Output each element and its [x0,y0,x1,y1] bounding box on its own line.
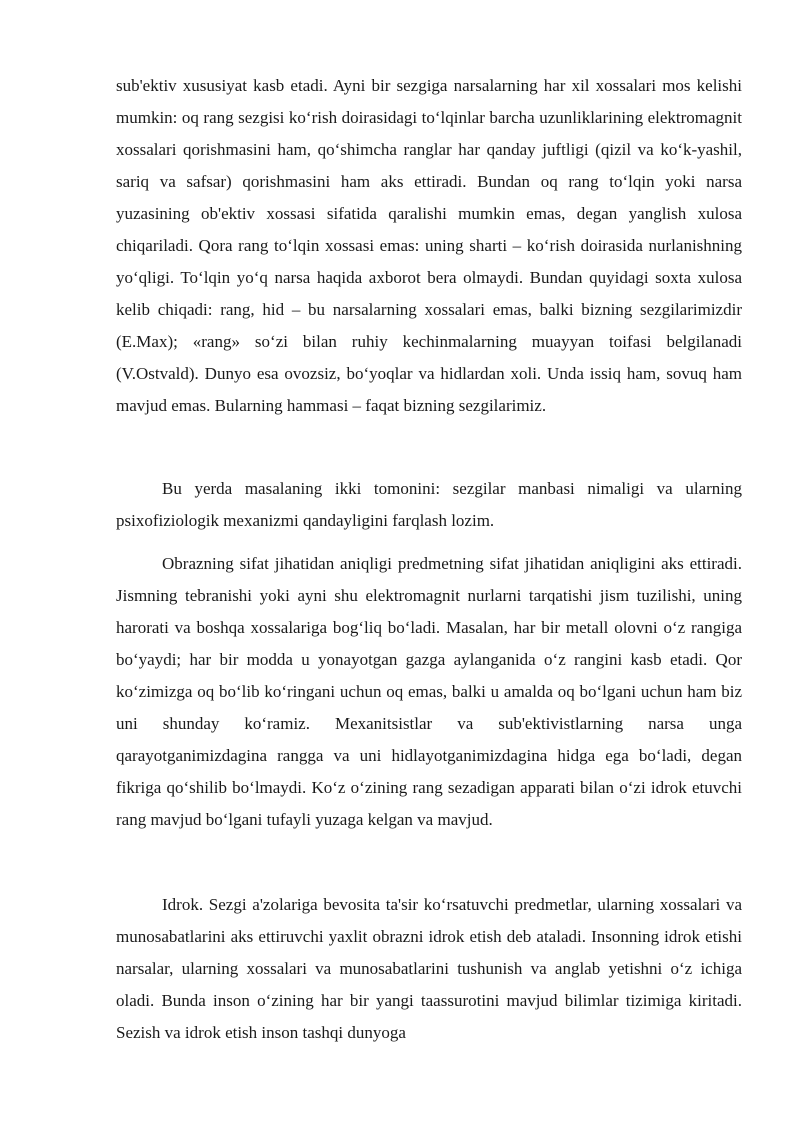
body-text [116,70,742,422]
body-text [116,473,742,537]
body-text [116,889,742,1049]
paragraph: sub'ektiv xususiyat kasb etadi. Ayni bir sezgiga narsalarning har xil xossalari mos kelishi mumkin: oq rang sezgisi ko‘rish doirasidagi to‘lqinlar barcha uzunliklarining elektromagnit xossalari qorishmasini ham, qo‘shimcha ranglar har qanday juftligi (qizil va ko‘k-yashil, sariq va safsar) qorishmasini ham aks ettiradi. Bundan oq rang to‘lqin yoki narsa yuzasining ob'ektiv xossasi sifatida qaralishi mumkin emas, degan yanglish xulosa chiqariladi. Qora rang to‘lqin xossasi emas: uning sharti – ko‘rish doirasida nurlanishning yo‘qligi. To‘lqin yo‘q narsa haqida axborot bera olmaydi. Bundan quyidagi soxta xulosa kelib chiqadi: rang, hid – bu narsalarning xossalari emas, balki bizning sezgilarimizdir (E.Max); «rang» so‘zi bilan ruhiy kechinmalarning muayyan toifasi belgilanadi (V.Ostvald). Dunyo esa ovozsiz, bo‘yoqlar va hidlardan xoli. Unda issiq ham, sovuq ham mavjud emas. Bularning hammasi – faqat bizning sezgilarimiz. [116,76,742,415]
paragraph: Idrok. Sezgi a'zolariga bevosita ta'sir ko‘rsatuvchi predmetlar, ularning xossalari va munosabatlarini aks ettiruvchi yaxlit obrazni idrok etish deb ataladi. Insonning idrok etishi narsalar, ularning xossalari va munosabatlarini tushunish va anglab yetishni o‘z ichiga oladi. Bunda inson o‘zining har bir yangi taassurotini mavjud bilimlar tizimiga kiritadi. Sezish va idrok etish inson tashqi dunyoga [116,895,742,1042]
paragraph: Bu yerda masalaning ikki tomonini: sezgilar manbasi nimaligi va ularning psixofiziologik mexanizmi qandayligini farqlash lozim. [116,479,742,530]
body-text [116,548,742,836]
paragraph: Obrazning sifat jihatidan aniqligi predmetning sifat jihatidan aniqligini aks ettiradi. Jismning tebranishi yoki ayni shu elektromagnit nurlarni tarqatishi jism tuzilishi, uning harorati va boshqa xossalariga bog‘liq bo‘ladi. Masalan, har bir metall olovni o‘z rangiga bo‘yaydi; har bir modda u yonayotgan gazga aylanganida o‘z rangini kasb etadi. Qor ko‘zimizga oq bo‘lib ko‘ringani uchun oq emas, balki u amalda oq bo‘lgani uchun ham biz uni shunday ko‘ramiz. Mexanitsistlar va sub'ektivistlarning narsa unga qarayotganimizdagina rangga va uni hidlayotganimizdagina hidga ega bo‘ladi, degan fikriga qo‘shilib bo‘lmaydi. Ko‘z o‘zining rang sezadigan apparati bilan o‘zi idrok etuvchi rang mavjud bo‘lgani tufayli yuzaga kelgan va mavjud. [116,554,742,829]
